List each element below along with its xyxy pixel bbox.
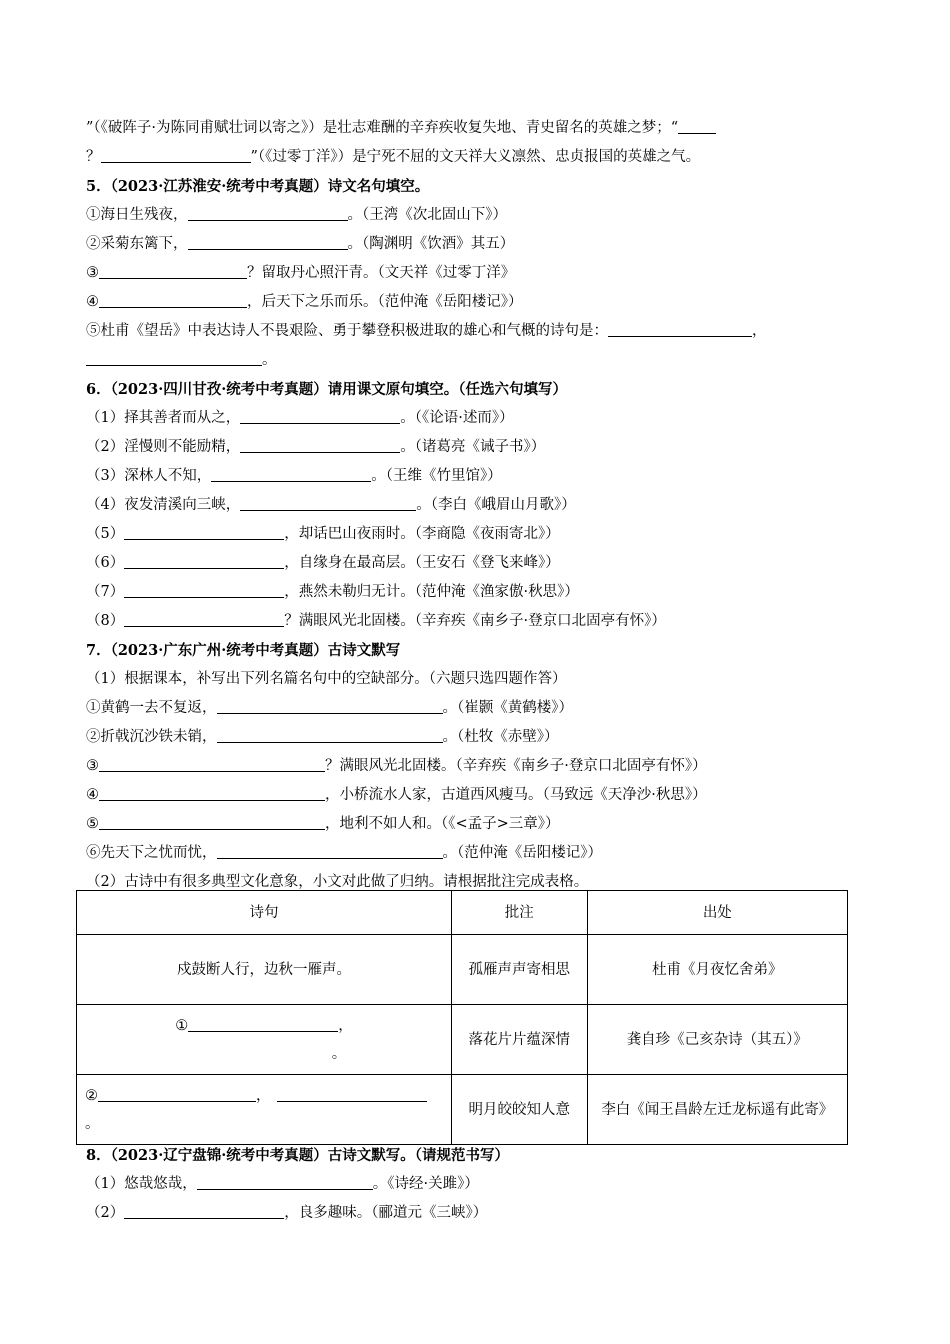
answer-blank[interactable] xyxy=(188,1015,338,1032)
answer-blank[interactable] xyxy=(217,697,443,714)
answer-blank[interactable] xyxy=(124,552,284,569)
upper-content xyxy=(86,114,866,897)
answer-blank[interactable] xyxy=(99,784,325,801)
imagery-table xyxy=(76,890,848,1145)
q7-item-6: ⑥先天下之忧而忧， 。（范仲淹《岳阳楼记》） xyxy=(86,839,866,868)
answer-blank[interactable] xyxy=(124,523,284,540)
answer-blank[interactable] xyxy=(188,204,348,221)
answer-blank[interactable] xyxy=(211,465,371,482)
row1-source: 杜甫《月夜忆舍弟》 xyxy=(587,935,847,1005)
row1-verse: 戍鼓断人行，边秋一雁声。 xyxy=(77,935,452,1005)
header-verse: 诗句 xyxy=(77,891,452,935)
intro-text-1: ”（《破阵子·为陈同甫赋壮词以寄之》）是壮志难酬的辛弃疾收复失地、青史留名的英雄之梦；“ xyxy=(86,120,679,136)
q5-item-2: ②采菊东篱下， 。（陶渊明《饮酒》其五） xyxy=(86,230,866,259)
table-row xyxy=(77,935,848,1005)
q6-item-6: （6） ，自缘身在最高层。（王安石《登飞来峰》） xyxy=(86,549,866,578)
q6-title: 6．（2023·四川甘孜·统考中考真题）请用课文原句填空。（任选六句填写） xyxy=(86,381,568,398)
answer-blank[interactable] xyxy=(678,117,716,134)
header-source: 出处 xyxy=(587,891,847,935)
answer-blank[interactable] xyxy=(124,581,284,598)
answer-blank[interactable] xyxy=(277,1085,427,1102)
row2-verse: ① ， 。 xyxy=(77,1005,452,1075)
answer-blank[interactable] xyxy=(240,494,416,511)
table-header-row xyxy=(77,891,848,935)
answer-blank[interactable] xyxy=(217,726,443,743)
q7-item-4: ④ ，小桥流水人家，古道西风瘦马。（马致远《天净沙·秋思》） xyxy=(86,781,866,810)
q5-item-4: ④ ，后天下之乐而乐。（范仲淹《岳阳楼记》） xyxy=(86,288,866,317)
q6-item-1: （1）择其善者而从之， 。（《论语·述而》） xyxy=(86,404,866,433)
q7-item-2: ②折戟沉沙铁未销， 。（杜牧《赤壁》） xyxy=(86,723,866,752)
row2-note: 落花片片蕴深情 xyxy=(451,1005,587,1075)
q7-item-5: ⑤ ，地利不如人和。（《<孟子>三章》） xyxy=(86,810,866,839)
row3-source: 李白《闻王昌龄左迁龙标遥有此寄》 xyxy=(587,1075,847,1145)
q5-item-5: ⑤杜甫《望岳》中表达诗人不畏艰险、勇于攀登积极进取的雄心和气概的诗句是： ， xyxy=(86,317,866,346)
answer-blank[interactable] xyxy=(124,610,284,627)
q8-title: 8．（2023·辽宁盘锦·统考中考真题）古诗文默写。（请规范书写） xyxy=(86,1147,510,1164)
row2-source: 龚自珍《己亥杂诗（其五）》 xyxy=(587,1005,847,1075)
row3-verse: ② ， 。 xyxy=(77,1075,452,1145)
answer-blank[interactable] xyxy=(124,1202,284,1219)
q8-item-1: （1）悠哉悠哉， 。《诗经·关雎》） xyxy=(86,1170,866,1199)
intro-text-2a: ？ xyxy=(86,149,101,165)
q7-title: 7．（2023·广东广州·统考中考真题）古诗文默写 xyxy=(86,642,401,659)
q7-item-3: ③ ？满眼风光北固楼。（辛弃疾《南乡子·登京口北固亭有怀》） xyxy=(86,752,866,781)
answer-blank[interactable] xyxy=(99,813,325,830)
header-note: 批注 xyxy=(451,891,587,935)
row3-note: 明月皎皎知人意 xyxy=(451,1075,587,1145)
table-row xyxy=(77,1005,848,1075)
q6-item-3: （3）深林人不知， 。（王维《竹里馆》） xyxy=(86,462,866,491)
row1-note: 孤雁声声寄相思 xyxy=(451,935,587,1005)
lower-content xyxy=(86,1141,866,1228)
answer-blank[interactable] xyxy=(608,320,752,337)
q6-item-2: （2）淫慢则不能励精， 。（诸葛亮《诫子书》） xyxy=(86,433,866,462)
answer-blank[interactable] xyxy=(217,842,443,859)
q6-item-7: （7） ，燕然未勒归无计。（范仲淹《渔家傲·秋思》） xyxy=(86,578,866,607)
q5-item-1: ①海日生残夜， 。（王湾《次北固山下》） xyxy=(86,201,866,230)
answer-blank[interactable] xyxy=(188,233,348,250)
table-row xyxy=(77,1075,848,1145)
q5-title: 5．（2023·江苏淮安·统考中考真题）诗文名句填空。 xyxy=(86,178,430,195)
intro-line-1 xyxy=(86,114,866,143)
q7-sub2: （2）古诗中有很多典型文化意象，小文对此做了归纳。请根据批注完成表格。 xyxy=(86,874,589,890)
intro-line-2 xyxy=(86,143,866,172)
intro-text-2b: ”（《过零丁洋》）是宁死不屈的文天祥大义凛然、忠贞报国的英雄之气。 xyxy=(250,149,701,165)
q5-item-5-cont: 。 xyxy=(86,346,866,375)
q7-sub1: （1）根据课本，补写出下列名篇名句中的空缺部分。（六题只选四题作答） xyxy=(86,671,567,687)
answer-blank[interactable] xyxy=(98,1085,256,1102)
answer-blank[interactable] xyxy=(99,262,247,279)
answer-blank[interactable] xyxy=(101,146,251,163)
q6-item-8: （8） ？满眼风光北固楼。（辛弃疾《南乡子·登京口北固亭有怀》） xyxy=(86,607,866,636)
q6-item-5: （5） ，却话巴山夜雨时。（李商隐《夜雨寄北》） xyxy=(86,520,866,549)
q6-item-4: （4）夜发清溪向三峡， 。（李白《峨眉山月歌》） xyxy=(86,491,866,520)
q7-item-1: ①黄鹤一去不复返， 。（崔颢《黄鹤楼》） xyxy=(86,694,866,723)
answer-blank[interactable] xyxy=(240,407,400,424)
answer-blank[interactable] xyxy=(99,291,247,308)
answer-blank[interactable] xyxy=(240,436,400,453)
answer-blank[interactable] xyxy=(86,349,262,366)
q5-item-3: ③ ？留取丹心照汗青。（文天祥《过零丁洋》 xyxy=(86,259,866,288)
q8-item-2: （2） ，良多趣味。（郦道元《三峡》） xyxy=(86,1199,866,1228)
answer-blank[interactable] xyxy=(197,1173,373,1190)
answer-blank[interactable] xyxy=(182,1044,332,1060)
answer-blank[interactable] xyxy=(99,755,325,772)
